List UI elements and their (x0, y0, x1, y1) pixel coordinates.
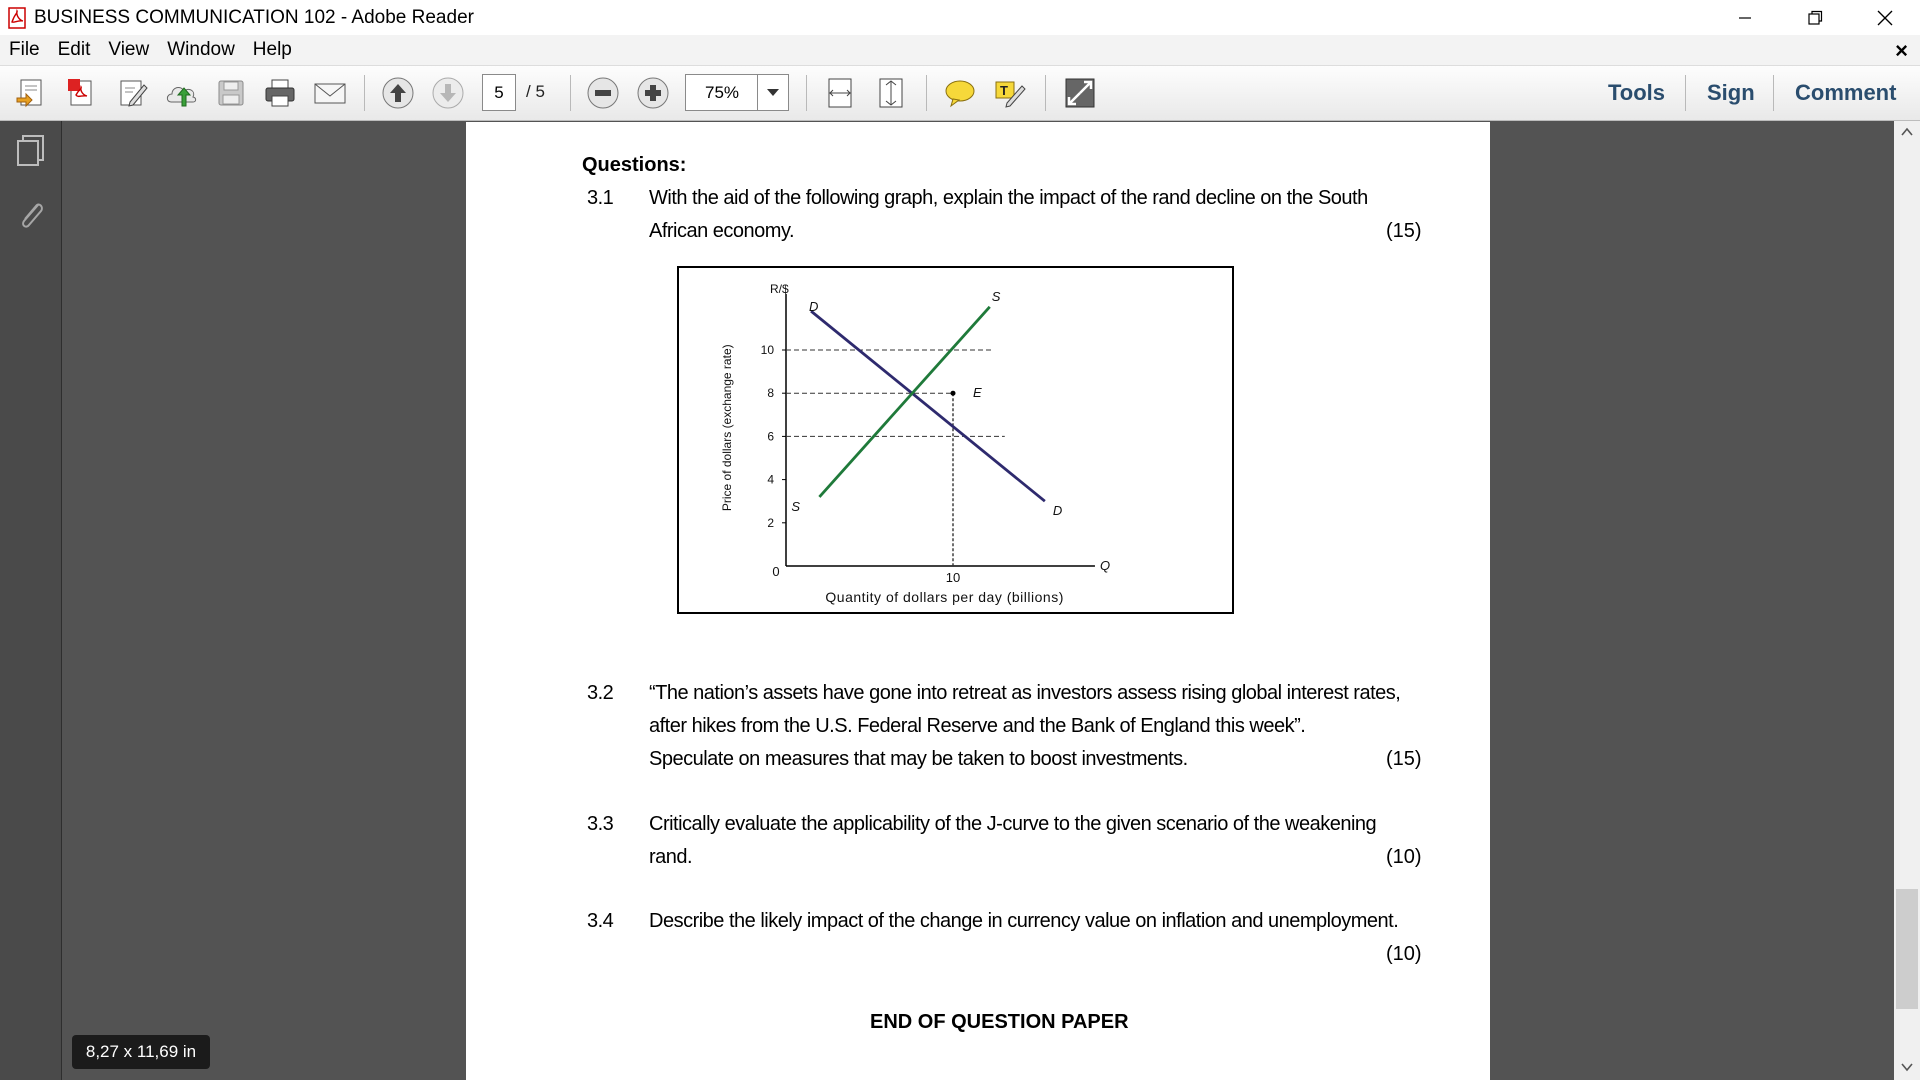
question-3-3-line-2: rand. (649, 846, 693, 868)
fit-page-button[interactable] (871, 74, 911, 112)
open-button[interactable] (11, 74, 51, 112)
series-start-label: D (809, 299, 819, 315)
question-3-4-number: 3.4 (587, 910, 614, 932)
zoom-value: 75% (704, 82, 740, 102)
print-icon (263, 76, 297, 110)
zoom-dropdown-button[interactable] (757, 75, 788, 110)
close-icon (1876, 9, 1894, 27)
questions-heading: Questions: (582, 154, 687, 176)
print-button[interactable] (260, 74, 300, 112)
series-end-label: S (991, 288, 1001, 304)
y-axis-top-label: R/$ (770, 282, 789, 297)
question-3-2-number: 3.2 (587, 682, 614, 704)
page-total: / 5 (526, 82, 545, 101)
scroll-up-icon[interactable] (1900, 125, 1914, 139)
menu-help[interactable]: Help (252, 39, 292, 60)
y-axis-title: Price of dollars (exchange rate) (720, 344, 734, 512)
create-pdf-button[interactable] (61, 74, 101, 112)
question-3-3-number: 3.3 (587, 813, 614, 835)
menu-bar (0, 35, 1920, 66)
scroll-down-icon[interactable] (1900, 1060, 1914, 1074)
minimize-icon (1737, 10, 1753, 26)
save-icon (214, 76, 248, 110)
envelope-icon (312, 76, 348, 110)
vertical-scrollbar[interactable] (1894, 121, 1920, 1080)
question-3-1-line-2: African economy. (649, 220, 795, 242)
question-3-4-marks: (10) (1386, 943, 1422, 965)
email-button[interactable] (310, 74, 350, 112)
zoom-out-button[interactable] (583, 74, 623, 112)
series-start-label: S (791, 498, 801, 514)
fit-width-button[interactable] (820, 74, 860, 112)
cloud-upload-icon (165, 76, 199, 110)
window-title: BUSINESS COMMUNICATION 102 - Adobe Reader (34, 6, 474, 28)
chevron-down-icon (767, 89, 779, 97)
page-thumbnails-icon[interactable] (14, 133, 48, 169)
y-tick-label: 2 (767, 515, 774, 530)
question-3-3-line-1: Critically evaluate the applicability of the J-curve to the given scenario of the weakening (649, 813, 1377, 835)
menu-view[interactable]: View (108, 39, 150, 60)
question-3-2-line-2: after hikes from the U.S. Federal Reserve and the Bank of England this week”. (649, 715, 1306, 737)
chart-svg (679, 268, 1232, 612)
attachments-icon[interactable] (14, 196, 48, 232)
arrow-up-icon (381, 76, 415, 110)
question-3-2-line-3: Speculate on measures that may be taken to boost investments. (649, 748, 1188, 770)
add-comment-button[interactable] (940, 74, 980, 112)
question-3-1-marks: (15) (1386, 220, 1422, 242)
edit-pdf-button[interactable] (113, 74, 153, 112)
series-end-label: D (1052, 503, 1063, 519)
y-tick-label: 4 (767, 472, 774, 487)
create-pdf-icon (64, 76, 98, 110)
equilibrium-point (951, 391, 956, 396)
question-3-2-line-1: “The nation’s assets have gone into retreat as investors assess rising global interest rates, (649, 682, 1401, 704)
title-bar (0, 0, 1920, 35)
page-number-input[interactable]: 5 (482, 74, 516, 111)
supply-demand-chart (677, 266, 1234, 614)
question-3-4-line-1: Describe the likely impact of the change in currency value on inflation and unemployment. (649, 910, 1399, 932)
upload-button[interactable] (162, 74, 202, 112)
end-of-paper: END OF QUESTION PAPER (870, 1011, 1129, 1033)
y-tick-label: 6 (767, 429, 774, 444)
y-tick-label: 10 (760, 343, 774, 357)
page-size-tooltip: 8,27 x 11,69 in (72, 1035, 210, 1069)
minus-icon (586, 76, 620, 110)
expand-icon (1063, 76, 1097, 110)
series-line-s (819, 307, 989, 497)
zoom-select[interactable] (685, 74, 789, 111)
close-window-button[interactable] (1850, 0, 1920, 35)
tools-button[interactable]: Tools (1608, 80, 1666, 105)
menu-edit[interactable]: Edit (57, 39, 91, 60)
restore-icon (1807, 10, 1823, 26)
menu-window[interactable]: Window (167, 39, 235, 60)
question-3-1-line-1: With the aid of the following graph, explain the impact of the rand decline on the South (649, 187, 1368, 209)
question-3-3-marks: (10) (1386, 846, 1422, 868)
save-button[interactable] (211, 74, 251, 112)
fit-page-icon (874, 76, 908, 110)
sign-button[interactable]: Sign (1707, 80, 1755, 105)
speech-bubble-icon (943, 76, 977, 110)
x-axis-end-label: Q (1099, 558, 1111, 573)
x-axis-title: Quantity of dollars per day (billions) (825, 589, 1064, 605)
previous-page-button[interactable] (378, 74, 418, 112)
comment-button[interactable]: Comment (1795, 80, 1897, 105)
full-screen-button[interactable] (1060, 74, 1100, 112)
close-document-button[interactable]: × (1895, 38, 1908, 63)
zoom-in-button[interactable] (633, 74, 673, 112)
plus-icon (636, 76, 670, 110)
x-tick-label: 10 (945, 570, 961, 585)
adobe-reader-icon (6, 7, 28, 29)
y-tick-label: 8 (767, 386, 774, 401)
open-file-icon (14, 76, 48, 110)
highlight-button[interactable] (990, 74, 1030, 112)
series-line-d (811, 311, 1045, 501)
origin-label: 0 (772, 564, 780, 579)
edit-pen-icon (116, 76, 150, 110)
equilibrium-label: E (973, 385, 982, 401)
svg-text:T: T (1000, 83, 1008, 98)
question-3-1-number: 3.1 (587, 187, 614, 209)
scrollbar-thumb[interactable] (1896, 889, 1918, 1009)
menu-file[interactable]: File (9, 39, 40, 60)
restore-button[interactable] (1780, 0, 1850, 35)
navigation-panel (0, 121, 62, 1080)
highlighter-icon (993, 76, 1027, 110)
arrow-down-icon (431, 76, 465, 110)
fit-width-icon (823, 76, 857, 110)
toolbar (0, 66, 1920, 121)
next-page-button[interactable] (428, 74, 468, 112)
minimize-button[interactable] (1710, 0, 1780, 35)
question-3-2-marks: (15) (1386, 748, 1422, 770)
